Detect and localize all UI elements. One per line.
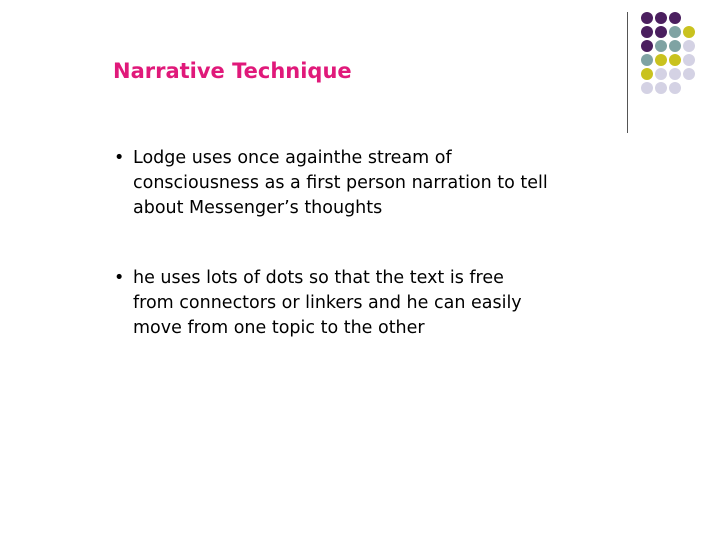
decorative-dot <box>655 54 667 66</box>
decorative-dot <box>669 68 681 80</box>
bullet-marker: • <box>114 148 125 168</box>
decorative-dot <box>655 12 667 24</box>
decorative-dot <box>669 26 681 38</box>
decorative-dot <box>683 54 695 66</box>
bullet-item-2 <box>112 266 612 341</box>
bullet-item-1 <box>112 146 612 221</box>
decorative-dot <box>655 82 667 94</box>
bullet-2-line-1: he uses lots of dots so that the text is free <box>133 268 504 288</box>
decorative-dot <box>669 82 681 94</box>
decorative-dot <box>669 12 681 24</box>
decorative-dot <box>655 68 667 80</box>
decorative-dot <box>683 40 695 52</box>
decorative-dot <box>641 54 653 66</box>
decorative-dot <box>683 68 695 80</box>
bullet-2-line-2: from connectors or linkers and he can easily <box>133 293 522 313</box>
decorative-dot <box>683 26 695 38</box>
decorative-dot <box>641 68 653 80</box>
decorative-dot <box>669 40 681 52</box>
slide-title: Narrative Technique <box>113 59 352 83</box>
decorative-dot <box>641 26 653 38</box>
decorative-dot <box>669 54 681 66</box>
bullet-2-line-3: move from one topic to the other <box>133 318 425 338</box>
title-divider-line <box>627 12 628 133</box>
decorative-dot <box>641 40 653 52</box>
decorative-dot <box>641 12 653 24</box>
decorative-dot-grid <box>640 11 720 121</box>
decorative-dot <box>655 26 667 38</box>
bullet-1-line-2: consciousness as a first person narration to tell <box>133 173 548 193</box>
decorative-dot <box>641 82 653 94</box>
bullet-marker: • <box>114 268 125 288</box>
bullet-1-line-1: Lodge uses once againthe stream of <box>133 148 452 168</box>
decorative-dot <box>655 40 667 52</box>
bullet-1-line-3: about Messenger’s thoughts <box>133 198 383 218</box>
bullet-list <box>112 146 612 341</box>
